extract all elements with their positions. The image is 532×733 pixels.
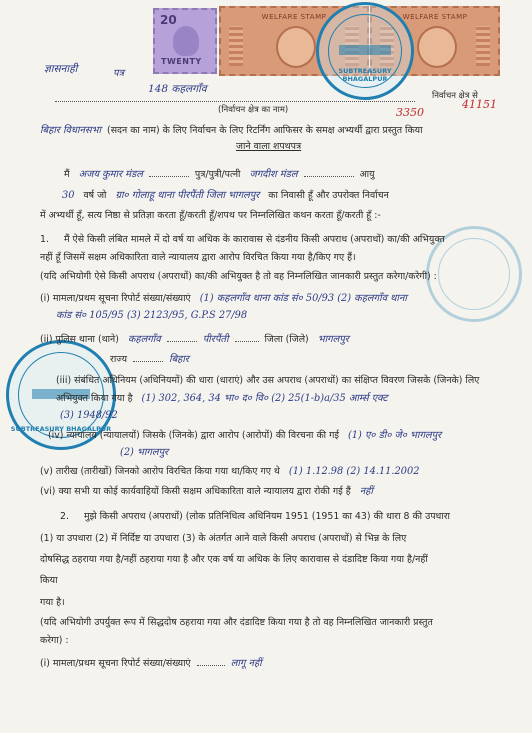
treasury-seal: [316, 2, 414, 100]
section-1-text: नहीं हूँ जिसमें सक्षम अधिकारिता वाले न्यायालय द्वारा आरोप विरचित किया गया है/किए गए हैं।: [40, 252, 356, 263]
stay-line: [40, 485, 516, 499]
intro-text: (सदन का नाम) के लिए निर्वाचन के लिए रिटर्निंग आफिसर के समक्ष अभ्यर्थी द्वारा प्रस्तुत किया: [107, 125, 423, 136]
welfare-stamp-label: WELFARE STAMP: [261, 13, 327, 21]
section-2-text: गया है।: [40, 597, 65, 608]
father-name: जगदीश मंडल: [249, 169, 298, 180]
candidate-name: अजय कुमार मंडल: [78, 169, 143, 180]
handwritten-note: पत्र: [113, 68, 124, 79]
conviction-fir-answer: लागू नहीं: [230, 658, 262, 669]
constituency-name: 148 कहलगाँव: [148, 83, 207, 95]
stay-answer: नहीं: [359, 486, 373, 497]
section-2-line: [60, 510, 516, 524]
charge-dates: (1) 1.12.98 (2) 14.11.2002: [288, 466, 420, 477]
seal-text: SUBTREASURY BHAGALPUR: [338, 67, 392, 83]
sections-charged: (1) 302, 364, 34 भा० द० वि० (2) 25(1-b)a/35 आर्म्स एक्ट: [141, 393, 388, 404]
fir-label: (i) मामला/प्रथम सूचना रिपोर्ट संख्या/संख्याएं: [40, 293, 191, 304]
candidate-line: [64, 167, 516, 182]
charge-date-label: (v) तारीख (तारीखों) जिनको आरोप विरचित किया गया था/किए गए थे: [40, 466, 280, 477]
fir-label: (i) मामला/प्रथम सूचना रिपोर्ट संख्या/संख्याएं: [40, 658, 191, 669]
fir-numbers: (1) कहलगाँव थाना कांड सं० 50/93 (2) कहलगाँव थाना: [199, 293, 407, 304]
district: भागलपुर: [317, 334, 349, 345]
charge-date-line: [40, 465, 516, 479]
label: मैं: [64, 169, 70, 180]
welfare-stamp-label: WELFARE STAMP: [402, 13, 468, 21]
label: पुत्र/पुत्री/पत्नी: [194, 169, 241, 180]
section-2-text: मुझे किसी अपराध (अपराधों) (लोक प्रतिनिधित्व अधिनियम 1951 (1951 का 43) की धारा 8 की उपधारा: [83, 511, 450, 522]
label: का निवासी हूँ और उपरोक्त निर्वाचन: [268, 190, 389, 201]
state: बिहार: [169, 354, 189, 365]
medallion-icon: [276, 26, 316, 68]
court-name: (2) भागलपुर: [120, 447, 169, 458]
revenue-stamp: [153, 8, 217, 74]
label: आयु: [359, 169, 375, 180]
stay-label: (vi) क्या सभी या कोई कार्यवाहियों किसी सक्षम अधिकारिता वाले न्यायालय द्वारा रोकी गई हैं: [40, 486, 351, 497]
revenue-stamp-value: 20: [160, 13, 177, 27]
fir-line: [40, 292, 516, 306]
sections-charged: (3) 1948/92: [60, 410, 118, 421]
police-station: कहलगाँव: [127, 334, 161, 345]
section-2-instruction: (यदि अभियोगी उपर्युक्त रूप में सिद्धदोष ठहराया गया और दंडादिष्ट किया गया है तो वह निम्नलिखित जानकारी प्रस्तुत: [40, 617, 433, 628]
section-number: 1.: [40, 234, 49, 245]
sections-label: अभियुक्त किया गया है: [56, 393, 133, 404]
seal-text: SUBTREASURY BHAGALPUR: [10, 425, 112, 433]
candidate-address: ग्रा० गोलाहू थाना पीरपैंती जिला भागलपुर: [115, 190, 260, 201]
court-label: (iv) न्यायालय (न्यायालयों) जिसके (जिनके) द्वारा आरोप (आरोपों) की विरचना की गई: [48, 430, 339, 441]
section-2-text: किया: [40, 575, 58, 586]
section-2-text: दोषसिद्ध ठहराया गया है/नहीं ठहराया गया है और एक वर्ष या अधिक के लिए कारावास से दंडादिष्ट किया गया है/नहीं: [40, 554, 428, 565]
section-1-text: मैं ऐसे किसी लंबित मामले में दो वर्ष या अधिक के कारावास से दंडनीय किसी अपराध (अपराधों) का/की अभियुक्त: [63, 234, 445, 245]
police-station-label: (ii) पुलिस थाना (थाने): [40, 334, 119, 345]
stamp-border-pattern: [229, 26, 243, 66]
section-1-instruction: (यदि अभियोगी ऐसे किसी अपराध (अपराधों) का/की अभियुक्त है तो वह निम्नलिखित जानकारी प्रस्तुत करेगा/करेगी) :: [40, 271, 437, 282]
intro-line: [40, 124, 516, 138]
handwritten-note: ज्ञासनाही: [44, 63, 78, 75]
sections-line: [56, 392, 516, 406]
constituency-suffix: निर्वाचन क्षेत्र से: [432, 91, 478, 101]
house-name: बिहार विधानसभा: [40, 125, 102, 136]
court-line: [48, 429, 516, 443]
police-station: पीरपैंती: [202, 334, 229, 345]
state-line: [110, 352, 410, 367]
receipt-number: 3350: [396, 106, 424, 119]
state-label: राज्य: [110, 354, 128, 365]
oath-line: में अभ्यर्थी हूँ, सत्य निष्ठा से प्रतिज्ञा करता हूँ/करती हूँ/शपथ पर निम्नलिखित कथन करता हूँ/करती हूँ :-: [40, 210, 381, 221]
section-number: 2.: [60, 511, 69, 522]
sections-label: (iii) संबंधित अधिनियम (अधिनियमों) की धारा (धाराएं) और उस अपराध (अपराधों) का संक्षिप्त विवरण जिसके (जिनके) लिए: [56, 375, 480, 386]
constituency-blank-line: [55, 100, 415, 102]
section-2-text: (1) या उपधारा (2) में निर्दिष्ट या उपधारा (3) के अंतर्गत आने वाले किसी अपराध (अपराधों) से भिन्न के लिए: [40, 533, 407, 544]
revenue-stamp-word: TWENTY: [161, 57, 202, 66]
stamp-border-pattern: [476, 26, 490, 66]
section-2-instruction: करेगा) :: [40, 635, 69, 646]
address-line: [40, 189, 516, 203]
court-name: (1) ए० डी० जे० भागलपुर: [347, 430, 442, 441]
medallion-icon: [417, 26, 457, 68]
seal-date-band: [339, 45, 391, 55]
conviction-fir-line: [40, 656, 516, 671]
document-title: जाने वाला शपथपत्र: [236, 141, 302, 152]
fir-numbers: कांड सं० 105/95 (3) 2123/95, G.P.S 27/98: [56, 310, 248, 321]
constituency-caption: (निर्वाचन क्षेत्र का नाम): [218, 105, 289, 115]
label: वर्ष जो: [83, 190, 107, 201]
receipt-number: 41151: [462, 98, 497, 111]
emblem-icon: [173, 26, 199, 56]
district-label: जिला (जिले): [264, 334, 309, 345]
candidate-age: 30: [62, 190, 75, 201]
section-1-line: [40, 233, 516, 247]
police-station-line: [40, 332, 516, 347]
